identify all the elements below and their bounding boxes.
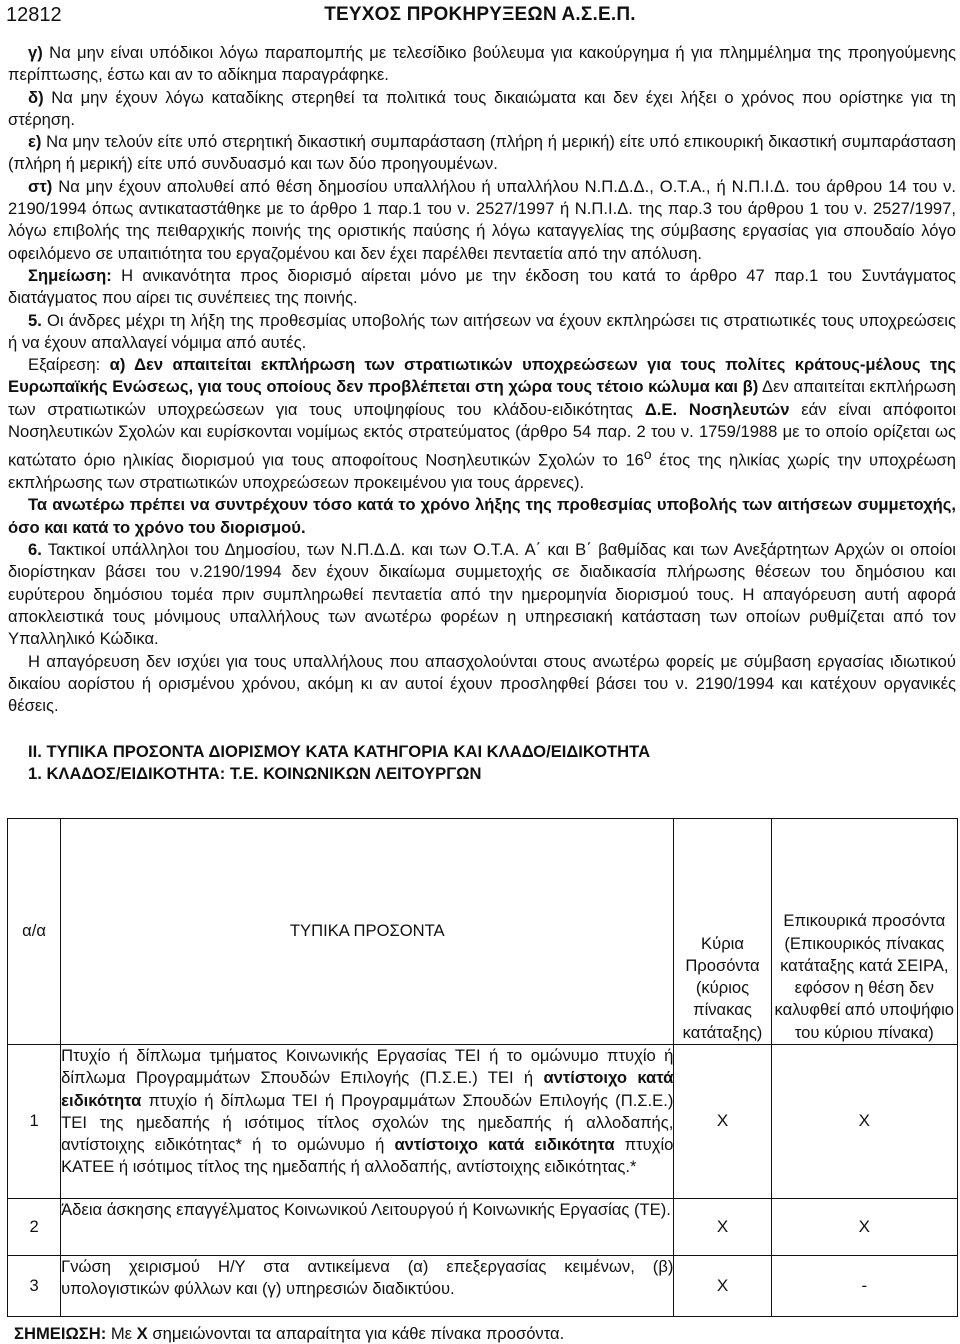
paragraph-5 (8, 310, 956, 355)
paragraph-d-text: Να μην έχουν λόγω καταδίκης στερηθεί τα πολιτικά τους δικαιώματα και δεν έχει λήξει ο χρόνος που ορίστηκε για τη στέρηση. (8, 87, 956, 129)
paragraph-6-text: Τακτικοί υπάλληλοι του Δημοσίου, των Ν.Π.Δ.Δ. και των Ο.Τ.Α. Α΄ και Β΄ βαθμίδας και των Ανεξάρτητων Αρχών οι οποίοι διορίστηκαν βάσει του ν.2190/1994 δεν έχουν δικαίωμα συμμετοχής σε διαδικασία πλήρωσης θέσεων του δημόσιου και ευρύτερου δημόσιου τομέα πριν συμπληρωθεί πενταετία από την ημερομηνία διορισμού τους. Η απαγόρευση αυτή αφορά αποκλειστικά τους μόνιμους υπαλλήλους των ανωτέρω φορέων η υπηρεσιακή κατάσταση των οποίων ρυθμίζεται από τον Υπαλληλικό Κώδικα. (8, 540, 956, 649)
paragraph-g-label: γ) (28, 43, 43, 62)
deadline-text: Τα ανωτέρω πρέπει να συντρέχουν τόσο κατά το χρόνο λήξης της προθεσμίας υποβολής των αιτήσεων συμμετοχής, όσο και κατά το χρόνο του διορισμού. (8, 495, 956, 537)
paragraph-6-label: 6. (28, 540, 42, 560)
exception-text-c: εάν είναι απόφοιτοι Νοσηλευτικών Σχολών και ευρίσκονται νομίμως εκτός στρατεύματος (άρθρο 54 παρ. 2 του ν. 1759/1988 με το οποίο ορίζεται ως κατώτατο όριο ηλικίας διορισμού για τους αποφοίτους Νοσηλευτικών Σχολών το 16 (8, 399, 956, 470)
qualification-emphasis: αντίστοιχο κατά ειδικότητα (394, 1135, 615, 1155)
footnote-label: ΣΗΜΕΙΩΣΗ: (14, 1324, 107, 1343)
section-spacer (8, 717, 956, 741)
note-label: Σημείωση: (28, 265, 112, 285)
footnote-post: σημειώνονται τα απαραίτητα για κάθε πίνακα προσόντα. (147, 1324, 565, 1343)
row-number: 2 (8, 1199, 61, 1256)
document-body (8, 42, 956, 785)
page-number: 12812 (6, 4, 62, 26)
paragraph-7-text: Η απαγόρευση δεν ισχύει για τους υπαλλήλους που απασχολούνται στους ανωτέρω φορείς με σύμβαση εργασίας ιδιωτικού δικαίου αορίστου ή ορισμένου χρόνου, ακόμη κι αν αυτοί έχουν προσληφθεί βάσει του ν. 2190/1994 και κατέχουν οργανικές θέσεις. (8, 651, 956, 716)
paragraph-e-label: ε) (28, 132, 42, 152)
exception-nurses: Δ.Ε. Νοσηλευτών (644, 399, 790, 419)
footnote-mark: Χ (136, 1324, 148, 1343)
note-text: Η ανικανότητα προς διορισμό αίρεται μόνο με την έκδοση του κατά το άρθρο 47 παρ.1 του Συντάγματος διατάγματος που αίρει τις συνέπειες της ποινής. (8, 265, 956, 308)
exception-text-d: έτος της ηλικίας χωρίς την υποχρέωση εκπλήρωσης των στρατιωτικών υποχρεώσεων προκειμένου για τους άρρενες). (8, 450, 956, 493)
paragraph-st-label: στ) (28, 176, 53, 196)
header-main-qualifications: Κύρια Προσόντα (κύριος πίνακας κατάταξης) (674, 819, 771, 1045)
qualification-emphasis: αντίστοιχο κατά ειδικότητα (61, 1068, 674, 1110)
qualification-text: πτυχίο ή δίπλωμα ΤΕΙ ή Προγραμμάτων Σπουδών Επιλογής (Π.Σ.Ε.) ΤΕΙ της ημεδαπής ή ισότιμος τίτλος σχολών της ημεδαπής ή αλλοδαπής, αντίστοιχης ειδικότητας* ή το ομώνυμο ή (61, 1090, 674, 1155)
exception-superscript: ο (643, 446, 652, 463)
paragraph-e (8, 131, 956, 176)
exception-bold-a: α) Δεν απαιτείται εκπλήρωση των στρατιωτικών υποχρεώσεων για τους πολίτες κράτους-μέλους της Ευρωπαϊκής Ενώσεως, για τους οποίους δεν προβλέπεται στη χώρα τους τέτοιο κώλυμα και β) (8, 355, 957, 397)
header-qualifications: ΤΥΠΙΚΑ ΠΡΟΣΟΝΤΑ (61, 819, 674, 1045)
paragraph-g (8, 42, 956, 87)
header-serial-number: α/α (8, 819, 61, 1045)
paragraph-st-text: Να μην έχουν απολυθεί από θέση δημοσίου υπαλλήλου ή υπαλλήλου Ν.Π.Δ.Δ., Ο.Τ.Α., ή Ν.Π.Ι.Δ. του άρθρου 14 του ν. 2190/1994 όπως αντικαταστάθηκε με το άρθρο 1 παρ.1 του ν. 2527/1997 ή Ν.Π.Ι.Δ. της παρ.3 του άρθρου 1 του ν. 2527/1997, λόγω επιβολής της πειθαρχικής ποινής της οριστικής παύσης ή λόγω καταγγελίας της σύμβασης εργασίας για σπουδαίο λόγο οφειλόμενο σε υπαιτιότητα του εργαζομένου και δεν έχει παρέλθει πενταετία από την απόλυση. (8, 176, 956, 263)
subsection-heading: 1. ΚΛΑΔΟΣ/ΕΙΔΙΚΟΤΗΤΑ: Τ.Ε. ΚΟΙΝΩΝΙΚΩΝ ΛΕΙΤΟΥΡΓΩΝ (28, 764, 482, 784)
paragraph-d (8, 87, 956, 132)
table-row (8, 1256, 958, 1317)
footnote-pre: Με (106, 1324, 137, 1343)
supplementary-mark: Χ (771, 1199, 957, 1256)
row-number: 3 (8, 1256, 61, 1317)
paragraph-st (8, 176, 956, 265)
qualifications-table (7, 818, 958, 1317)
table-row (8, 1045, 958, 1199)
deadline-paragraph (8, 494, 956, 539)
qualification-text: Πτυχίο ή δίπλωμα τμήματος Κοινωνικής Εργασίας ΤΕΙ ή το ομώνυμο πτυχίο ή δίπλωμα Προγραμμάτων Σπουδών Επιλογής (Π.Σ.Ε.) ΤΕΙ ή (61, 1046, 674, 1088)
paragraph-d-label: δ) (28, 87, 44, 107)
header-supplementary-qualifications: Επικουρικά προσόντα (Επικουρικός πίνακας κατάταξης κατά ΣΕΙΡΑ, εφόσον η θέση δεν καλυφθεί από υποψήφιο του κύριου πίνακα) (771, 819, 957, 1045)
supplementary-mark: Χ (771, 1045, 957, 1199)
qualification-cell: Άδεια άσκησης επαγγέλματος Κοινωνικού Λειτουργού ή Κοινωνικής Εργασίας (ΤΕ). (61, 1199, 674, 1256)
journal-title: ΤΕΥΧΟΣ ΠΡΟΚΗΡΥΞΕΩΝ Α.Σ.Ε.Π. (324, 4, 636, 25)
paragraph-7 (8, 651, 956, 718)
table-header-row (8, 819, 958, 1045)
table-footnote (14, 1324, 564, 1344)
qualification-cell (61, 1045, 674, 1199)
main-mark: Χ (674, 1045, 771, 1199)
table-row (8, 1199, 958, 1256)
main-mark: Χ (674, 1199, 771, 1256)
paragraph-e-text: Να μην τελούν είτε υπό στερητική δικαστική συμπαράσταση (πλήρη ή μερική) είτε υπό επικουρική δικαστική συμπαράσταση (πλήρη ή μερική) είτε υπό συνδυασμό και των δύο προηγουμένων. (8, 132, 956, 174)
paragraph-g-text: Να μην είναι υπόδικοι λόγω παραπομπής με τελεσίδικο βούλευμα για κακούργημα ή για πλημμέλημα της προηγούμενης περίπτωσης, έστω και αν το αδίκημα παραγράφηκε. (8, 43, 956, 85)
paragraph-5-label: 5. (28, 310, 42, 330)
paragraph-5-text: Οι άνδρες μέχρι τη λήξη της προθεσμίας υποβολής των αιτήσεων να έχουν εκπληρώσει τις στρατιωτικές τους υποχρεώσεις ή να έχουν απαλλαγεί νόμιμα από αυτές. (8, 310, 956, 352)
exception-lead: Εξαίρεση: (28, 355, 110, 375)
qualification-cell: Γνώση χειρισμού Η/Υ στα αντικείμενα (α) επεξεργασίας κειμένων, (β) υπολογιστικών φύλλων και (γ) υπηρεσιών διαδικτύου. (61, 1256, 674, 1317)
supplementary-mark: - (771, 1256, 957, 1317)
main-mark: Χ (674, 1256, 771, 1317)
page-header (0, 2, 960, 28)
exception-paragraph (8, 354, 956, 494)
section-heading: ΙΙ. ΤΥΠΙΚΑ ΠΡΟΣΟΝΤΑ ΔΙΟΡΙΣΜΟΥ ΚΑΤΑ ΚΑΤΗΓΟΡΙΑ ΚΑΙ ΚΛΑΔΟ/ΕΙΔΙΚΟΤΗΤΑ (28, 742, 651, 762)
paragraph-6 (8, 539, 956, 650)
note-paragraph (8, 265, 956, 310)
exception-text-b: Δεν απαιτείται εκπλήρωση των στρατιωτικών υποχρεώσεων για τους υποψηφίους του κλάδου-ειδικότητας (8, 377, 956, 419)
qualification-text: πτυχίο ΚΑΤΕΕ ή ισότιμος τίτλος της ημεδαπής ή αλλοδαπής, αντίστοιχης ειδικότητας.* (61, 1135, 674, 1177)
row-number: 1 (8, 1045, 61, 1199)
